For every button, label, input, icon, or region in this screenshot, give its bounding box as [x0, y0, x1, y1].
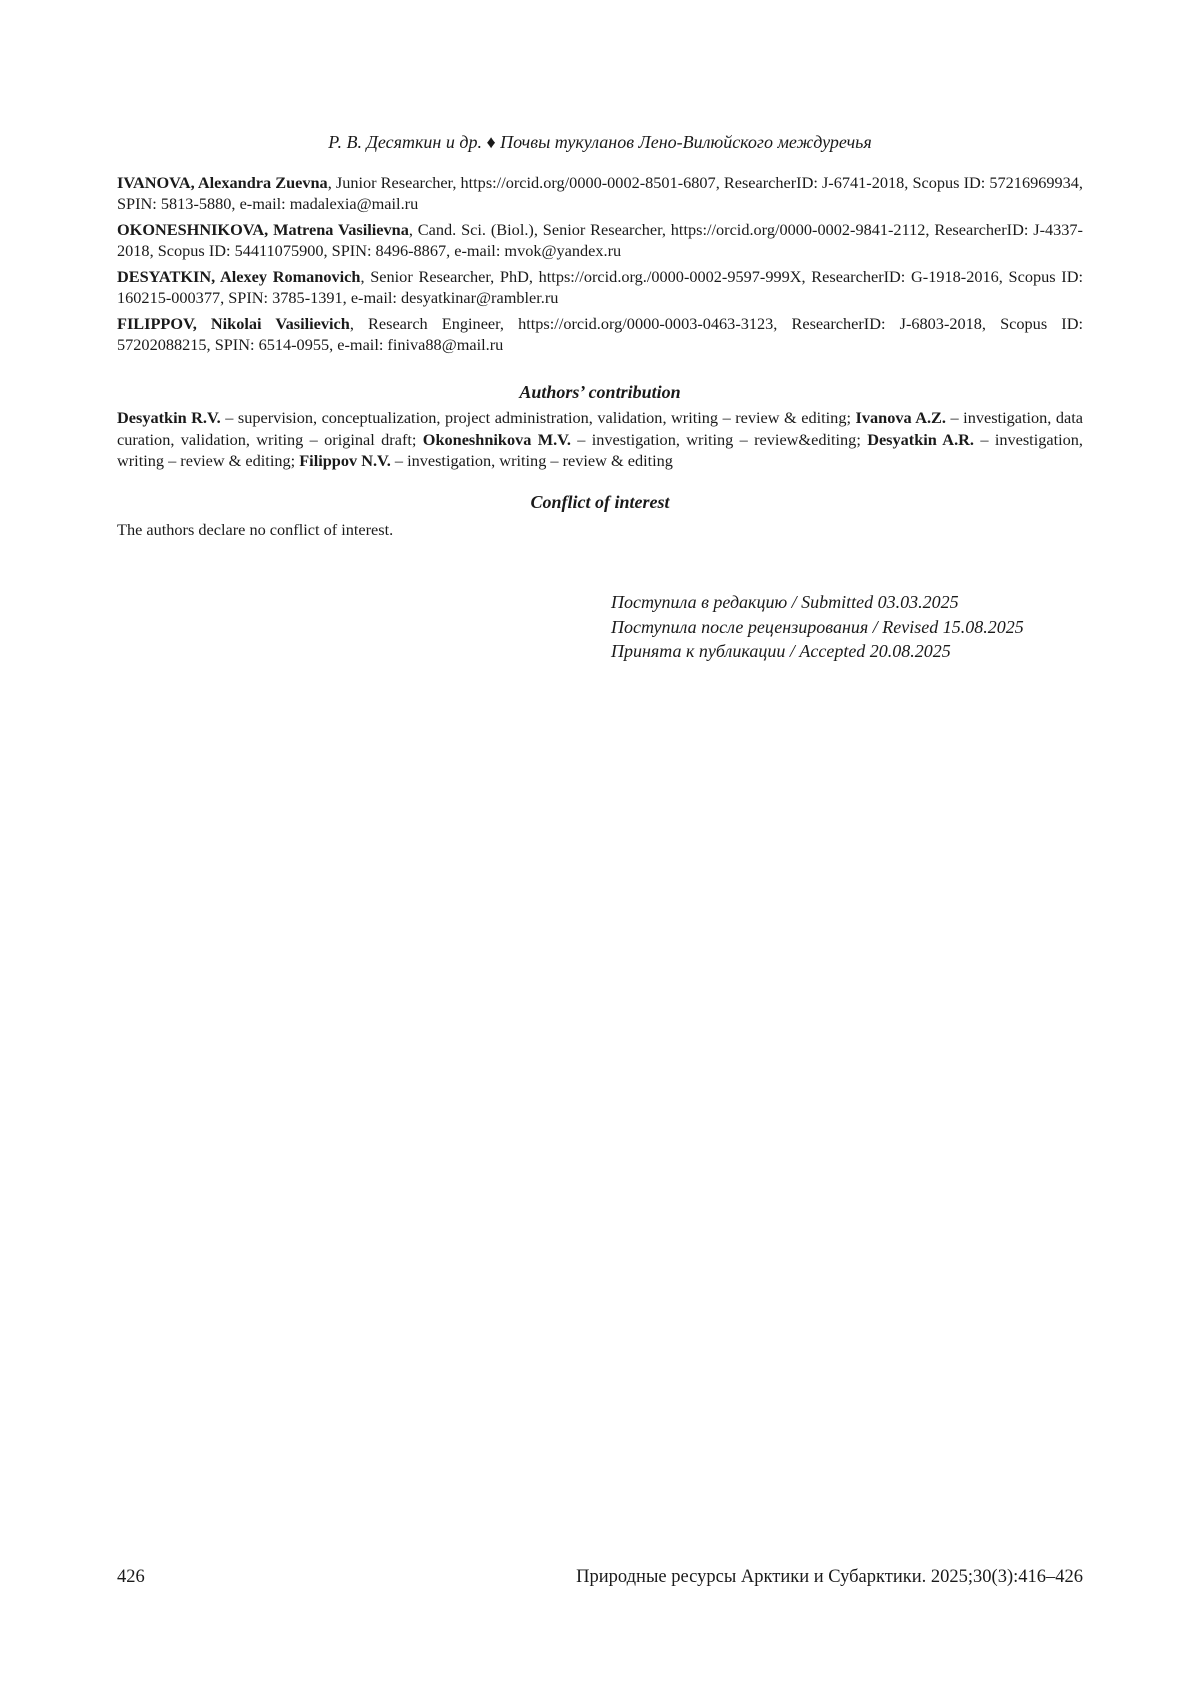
contributor-role: – investigation, data curation, validation, writing – original draft; [117, 408, 1083, 449]
contributor-name: Desyatkin R.V. [117, 408, 221, 427]
author-entry [117, 219, 1083, 261]
page-number: 426 [117, 1567, 145, 1587]
accepted-date: Принята к публикации / Accepted 20.08.2025 [611, 641, 951, 661]
author-entry [117, 313, 1083, 355]
conflict-text: The authors declare no conflict of interest. [117, 520, 394, 539]
journal-citation: Природные ресурсы Арктики и Субарктики. 2025;30(3):416–426 [576, 1567, 1083, 1587]
document-page [117, 0, 1083, 1698]
contributor-name: Desyatkin A.R. [867, 429, 974, 449]
author-entry [117, 266, 1083, 308]
contributor-name: Filippov N.V. [299, 451, 391, 470]
contributor-role: – investigation, writing – review & editing [390, 451, 673, 470]
conflict-of-interest-section [117, 491, 1083, 540]
author-name: IVANOVA, Alexandra Zuevna [117, 173, 328, 192]
author-details: , Research Engineer, https://orcid.org/0000-0003-0463-3123, ResearcherID: J-6803-2018, Scopus ID: 57202088215, SPIN: 6514-0955, e-mail: finiva88@mail.ru [117, 314, 1083, 354]
author-entry [117, 172, 1083, 214]
author-details: , Senior Researcher, PhD, https://orcid.org./0000-0002-9597-999X, ResearcherID: G-1918-2016, Scopus ID: 160215-000377, SPIN: 3785-1391, e-mail: desyatkinar@rambler.ru [117, 267, 1083, 307]
contributor-name: Ivanova A.Z. [855, 408, 946, 427]
author-details: , Junior Researcher, https://orcid.org/0000-0002-8501-6807, ResearcherID: J-6741-2018, Scopus ID: 57216969934, SPIN: 5813-5880, e-mail: madalexia@mail.ru [117, 173, 1083, 213]
authors-contribution-section [117, 381, 1083, 472]
revised-date: Поступила после рецензирования / Revised 15.08.2025 [611, 616, 1024, 637]
contribution-heading: Authors’ contribution [519, 382, 681, 402]
author-name: DESYATKIN, Alexey Romanovich [117, 267, 361, 286]
contributor-name: Okoneshnikova M.V. [422, 429, 571, 449]
conflict-heading: Conflict of interest [530, 492, 670, 512]
submitted-date: Поступила в редакцию / Submitted 03.03.2025 [611, 592, 959, 612]
contributor-role: – investigation, writing – review&editing; [570, 429, 868, 449]
running-header: Р. В. Десяткин и др. ♦ Почвы тукуланов Лено-Вилюйского междуречья [328, 132, 872, 152]
author-details: , Cand. Sci. (Biol.), Senior Researcher, https://orcid.org/0000-0002-9841-2112, ResearcherID: J-4337-2018, Scopus ID: 54411075900, SPIN: 8496-8867, e-mail: mvok@yandex.ru [117, 220, 1083, 260]
contributor-role: – supervision, conceptualization, project administration, validation, writing – review & editing; [220, 408, 856, 427]
author-name: OKONESHNIKOVA, Matrena Vasilievna [117, 220, 409, 239]
article-dates [611, 590, 1081, 664]
author-name: FILIPPOV, Nikolai Vasilievich [117, 314, 350, 333]
author-info-list [117, 172, 1083, 360]
contributor-role: – investigation, writing – review & editing; [117, 429, 1083, 470]
contribution-text [117, 407, 1083, 472]
